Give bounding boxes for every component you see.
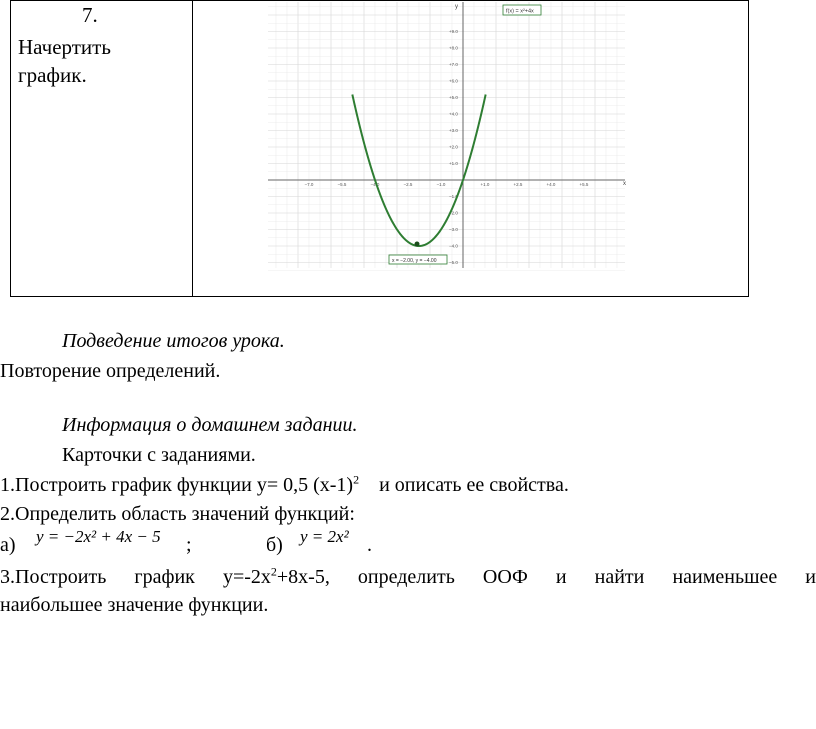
y-tick-label: +4.0 xyxy=(449,111,458,117)
function-legend: f(x) = x²+4x xyxy=(506,8,534,15)
item2a-label: а) xyxy=(0,534,16,556)
item2b-end: . xyxy=(367,534,372,556)
y-tick-label: −5.0 xyxy=(449,260,458,265)
summary-heading: Подведение итогов урока. xyxy=(62,330,285,352)
graph-grid xyxy=(268,2,625,271)
item3-exponent: 2 xyxy=(270,564,277,579)
y-axis-name: y xyxy=(455,4,458,10)
y-tick-label: +1.0 xyxy=(449,161,458,166)
homework-cards: Карточки с заданиями. xyxy=(62,444,256,466)
task-text-line2: график. xyxy=(18,63,87,87)
x-tick-label: −5.5 xyxy=(337,182,347,187)
item3-part2: +8x-5, определить ООФ и найти наименьшее и xyxy=(276,566,816,588)
x-tick-label: −1.0 xyxy=(436,182,446,187)
x-axis-name: x xyxy=(623,181,626,187)
task-text-line1: Начертить xyxy=(18,35,111,59)
item1-suffix: и описать ее свойства. xyxy=(379,474,569,496)
item3-part1: 3.Построить график y=-2x xyxy=(0,566,271,588)
task-text xyxy=(18,33,188,89)
y-tick-label: −3.0 xyxy=(449,227,458,232)
item1-prefix: 1.Построить график функции y= 0,5 (x-1) xyxy=(0,474,354,496)
x-tick-label: +4.0 xyxy=(546,182,556,187)
y-tick-label: +7.0 xyxy=(449,62,458,67)
task-number: 7. xyxy=(82,3,98,27)
task-cell xyxy=(10,0,192,297)
vertex-label: x = −2.00, y = −4.00 xyxy=(392,258,437,264)
item2b-label: б) xyxy=(266,534,283,556)
summary-line: Повторение определений. xyxy=(0,360,221,382)
y-tick-label: +9.0 xyxy=(449,29,458,34)
x-tick-label: +5.5 xyxy=(579,182,589,187)
y-tick-label: −1.0 xyxy=(449,194,458,199)
x-tick-label: −7.0 xyxy=(304,182,314,187)
item1-exponent: 2 xyxy=(353,472,360,487)
y-tick-label: −2.0 xyxy=(449,210,458,216)
homework-item-2: 2.Определить область значений функций: xyxy=(0,503,355,525)
x-tick-label: −4.0 xyxy=(370,182,380,187)
item2a-formula: y = −2x² + 4x − 5 xyxy=(36,527,161,546)
x-tick-label: +2.5 xyxy=(513,182,523,187)
table-divider xyxy=(192,0,193,297)
homework-item-3-line2: наибольшее значение функции. xyxy=(0,594,269,616)
x-tick-label: −2.5 xyxy=(403,182,413,187)
vertex-point xyxy=(415,242,420,247)
parabola-graph xyxy=(265,0,630,272)
x-tick-labels xyxy=(305,182,589,187)
item2a-separator: ; xyxy=(186,534,192,556)
y-tick-label: +3.0 xyxy=(449,128,458,133)
y-tick-label: +5.0 xyxy=(449,95,458,100)
homework-item-3 xyxy=(0,563,816,592)
x-tick-label: +1.0 xyxy=(480,182,490,187)
y-tick-label: +8.0 xyxy=(449,45,458,51)
y-tick-label: +6.0 xyxy=(449,78,458,84)
homework-heading: Информация о домашнем задании. xyxy=(62,414,358,436)
homework-item-1 xyxy=(0,473,569,497)
y-tick-label: +2.0 xyxy=(449,144,458,150)
item2b-formula: y = 2x² xyxy=(300,527,349,546)
y-tick-label: −4.0 xyxy=(449,243,458,249)
y-tick-labels xyxy=(449,29,458,265)
